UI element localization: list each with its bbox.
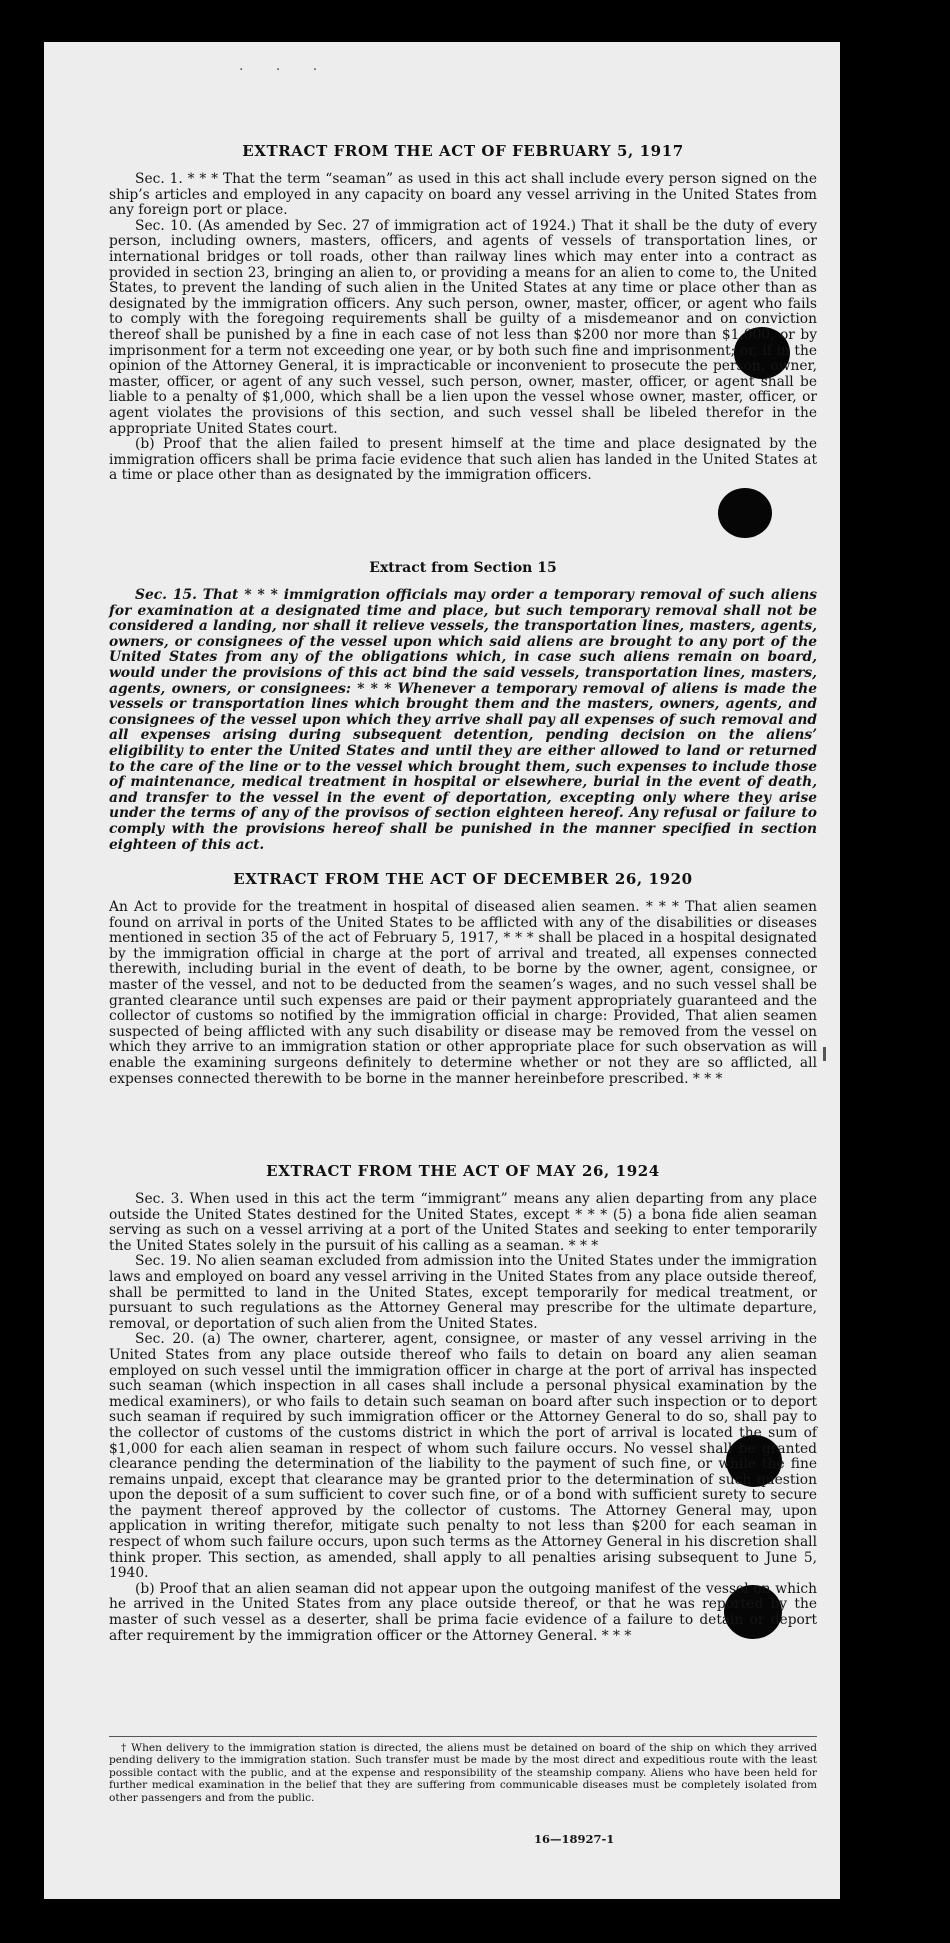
footnote-text: † When delivery to the immigration station is directed, the aliens must be detained on board of the ship on which they arrived pending delivery to the immigration station. Such transfer must be made by the most direct and expeditious route with the least possible contact with the public, and at the expense and responsibility of the steamship company. Aliens who have been held for further medical examination in the belief that they are suffering from communicable diseases must be completely isolated from other passengers and from the public.: [109, 1742, 817, 1804]
paragraph-sec-10: Sec. 10. (As amended by Sec. 27 of immigration act of 1924.) That it shall be the duty of every person, including owners, masters, officers, and agents of vessels of transportation lines, or international bridges or toll roads, other than railway lines which may enter into a contract as provided in section 23, bringing an alien to, or providing a means for an alien to come to, the United States, to prevent the landing of such alien in the United States at any time or place other than as designated by the immigration officers. Any such person, owner, master, officer, or agent who fails to comply with the foregoing requirements shall be guilty of a misdemeanor and on conviction thereof shall be punished by a fine in each case of not less than $200 nor more than $1,000, or by imprisonment for a term not exceeding one year, or by both such fine and imprisonment; or, if in the opinion of the Attorney General, it is impracticable or inconvenient to prosecute the person, owner, master, officer, or agent of any such vessel, such person, owner, master, officer, or agent shall be liable to a penalty of $1,000, which shall be a lien upon the vessel whose owner, master, officer, or agent violates the provisions of this section, and such vessel shall be libeled therefor in the appropriate United States court.: [109, 217, 817, 437]
paragraph-sec-10-b: (b) Proof that the alien failed to present himself at the time and place designated by the immigration officers shall be prima facie evidence that such alien has landed in the United States at a time or place other than as designated by the immigration officers.: [109, 436, 817, 484]
paragraph-sec-20-a: Sec. 20. (a) The owner, charterer, agent, consignee, or master of any vessel arriving in the United States from any place outside thereof who fails to detain on board any alien seaman employed on such vessel until the immigration officer in charge at the port of arrival has inspected such seaman (which inspection in all cases shall include a personal physical examination by the medical examiners), or who fails to detain such seaman on board after such inspection or to deport such seaman if required by such immigration officer or the Attorney General to do so, shall pay to the collector of customs of the customs district in which the port of arrival is located the sum of $1,000 for each alien seaman in respect of whom such failure occurs. No vessel shall be granted clearance pending the determination of the liability to the payment of such fine, or while the fine remains unpaid, except that clearance may be granted prior to the determination of such question upon the deposit of a sum sufficient to cover such fine, or of a bond with sufficient surety to secure the payment thereof approved by the collector of customs. The Attorney General may, upon application in writing therefor, mitigate such penalty to not less than $200 for each seaman in respect of whom such failure occurs, upon such terms as the Attorney General in his discretion shall think proper. This section, as amended, shall apply to all penalties arising subsequent to June 5, 1940.: [109, 1331, 817, 1582]
paragraph-sec-3: Sec. 3. When used in this act the term “immigrant” means any alien departing from any place outside the United States destined for the United States, except * * * (5) a bona fide alien seaman serving as such on a vessel arriving at a port of the United States and seeking to enter temporarily the United States solely in the pursuit of his calling as a seaman. * * *: [109, 1191, 817, 1254]
section-heading-1917: EXTRACT FROM THE ACT OF FEBRUARY 5, 1917: [242, 142, 684, 160]
form-code: 16—18927-1: [534, 1832, 615, 1846]
section-heading-1924: EXTRACT FROM THE ACT OF MAY 26, 1924: [266, 1162, 660, 1180]
section-15-body: [109, 588, 817, 853]
section-heading-1920: EXTRACT FROM THE ACT OF DECEMBER 26, 1920: [233, 870, 693, 888]
section-1920-body: [109, 900, 817, 1087]
section-heading-sec-15: Extract from Section 15: [369, 560, 557, 576]
margin-dots: · · ·: [239, 62, 332, 78]
document-page: [44, 42, 840, 1899]
paragraph-act-1920: An Act to provide for the treatment in hospital of diseased alien seamen. * * * That alien seamen found on arrival in ports of the United States to be afflicted with any of the disabilities or diseases mentioned in section 35 of the act of February 5, 1917, * * * shall be placed in a hospital designated by the immigration official in charge at the port of arrival and treated, all expenses connected therewith, including burial in the event of death, to be borne by the owner, agent, consignee, or master of the vessel, and not to be deducted from the seamen’s wages, and no such vessel shall be granted clearance until such expenses are paid or their payment appropriately guaranteed and the collector of customs so notified by the immigration official in charge: Provided, That alien seamen suspected of being afflicted with any such disability or disease may be removed from the vessel on which they arrive to an immigration station or other appropriate place for such observation as will enable the examining surgeons definitely to determine whether or not they are so afflicted, all expenses connected therewith to be borne in the manner hereinbefore prescribed. * * *: [109, 899, 817, 1087]
paragraph-sec-1: Sec. 1. * * * That the term “seaman” as used in this act shall include every person signed on the ship’s articles and employed in any capacity on board any vessel arriving in the United States from any foreign port or place.: [109, 171, 817, 219]
paragraph-sec-15: Sec. 15. That * * * immigration officials may order a temporary removal of such aliens for examination at a designated time and place, but such temporary removal shall not be considered a landing, nor shall it relieve vessels, the transportation lines, masters, agents, owners, or consignees of the vessel upon which said aliens are brought to any port of the United States from any of the obligations which, in case such aliens remain on board, would under the provisions of this act bind the said vessels, transportation lines, masters, agents, owners, or consignees: * * * Whenever a temporary removal of aliens is made the vessels or transportation lines which brought them and the masters, owners, agents, and consignees of the vessel upon which they arrive shall pay all expenses of such removal and all expenses arising during subsequent detention, pending decision on the aliens’ eligibility to enter the United States and until they are either allowed to land or returned to the care of the line or to the vessel which brought them, such expenses to include those of maintenance, medical treatment in hospital or elsewhere, burial in the event of death, and transfer to the vessel in the event of deportation, excepting only where they arise under the terms of any of the provisos of section eighteen hereof. Any refusal or failure to comply with the provisions hereof shall be punished in the manner specified in section eighteen of this act.: [109, 587, 817, 853]
paragraph-sec-19: Sec. 19. No alien seaman excluded from admission into the United States under the immigration laws and employed on board any vessel arriving in the United States from any place outside thereof, shall be permitted to land in the United States, except temporarily for medical treatment, or pursuant to such regulations as the Attorney General may prescribe for the ultimate departure, removal, or deportation of such alien from the United States.: [109, 1253, 817, 1332]
paragraph-sec-20-b: (b) Proof that an alien seaman did not appear upon the outgoing manifest of the vessel on which he arrived in the United States from any place outside thereof, or that he was reported by the master of such vessel as a deserter, shall be prima facie evidence of a failure to detain or deport after requirement by the immigration officer or the Attorney General. * * *: [109, 1580, 817, 1644]
footnote: [109, 1742, 817, 1804]
footnote-rule: [109, 1736, 817, 1737]
section-1917-body: [109, 172, 817, 484]
section-1924-body: [109, 1192, 817, 1644]
punch-hole: [718, 488, 772, 538]
edge-mark: [823, 1047, 826, 1061]
